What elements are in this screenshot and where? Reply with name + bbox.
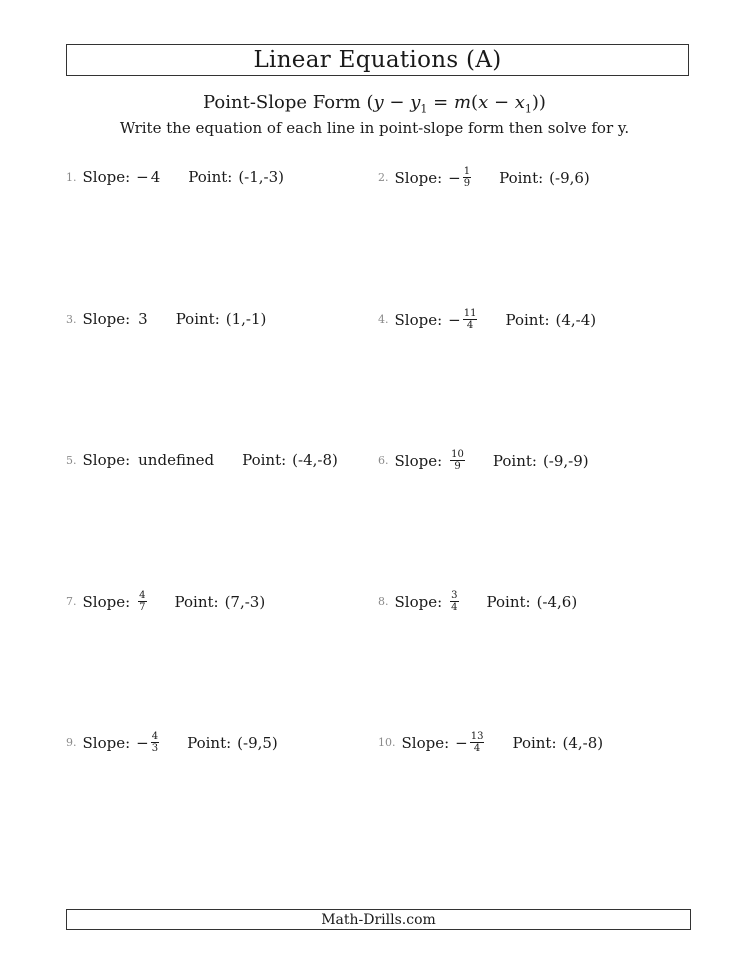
slope-number: undefined	[138, 451, 215, 469]
problem-number: 3.	[66, 312, 77, 326]
fraction-denominator: 9	[463, 178, 471, 189]
problem-6	[378, 449, 589, 472]
fraction-denominator: 4	[473, 743, 481, 754]
problem-3	[66, 310, 266, 328]
point-value: (-9,5)	[237, 733, 278, 752]
slope-fraction	[138, 590, 146, 613]
slope-number: 4	[150, 168, 161, 186]
point-value: (-9,6)	[549, 168, 590, 187]
subtitle	[0, 92, 749, 116]
point-label: Point:	[492, 451, 537, 470]
slope-value	[448, 590, 458, 613]
problem-number: 8.	[378, 595, 389, 608]
slope-fraction	[151, 731, 159, 754]
problem-9	[66, 731, 278, 754]
slope-label: Slope:	[82, 592, 131, 611]
slope-label: Slope:	[82, 168, 131, 186]
slope-fraction	[463, 166, 471, 189]
fraction-numerator: 4	[151, 731, 159, 742]
footer	[66, 909, 691, 930]
slope-value	[136, 590, 146, 613]
problem-number: 5.	[66, 453, 77, 467]
subtitle-text: Point-Slope Form	[203, 92, 361, 113]
slope-value	[448, 308, 477, 331]
point-value: (4,-8)	[562, 733, 604, 752]
problem-1	[66, 168, 284, 186]
slope-sign: −	[136, 733, 149, 752]
problem-10	[378, 731, 603, 754]
fraction-denominator: 7	[139, 602, 146, 613]
problem-2	[378, 166, 590, 189]
problem-7	[66, 590, 265, 613]
point-label: Point:	[512, 733, 557, 752]
point-label: Point:	[242, 451, 287, 469]
slope-value	[136, 168, 160, 186]
point-label: Point:	[486, 592, 531, 611]
slope-label: Slope:	[82, 733, 131, 752]
problem-number: 7.	[66, 595, 77, 608]
problem-number: 9.	[66, 736, 77, 749]
slope-value	[136, 310, 148, 328]
problem-5	[66, 451, 338, 469]
footer-site: Math-Drills.com	[321, 911, 436, 928]
problem-number: 10.	[378, 736, 396, 749]
slope-number: 3	[138, 310, 148, 328]
point-value: (-4,6)	[536, 592, 578, 611]
slope-value	[136, 451, 214, 469]
point-value: (1,-1)	[225, 310, 267, 328]
slope-label: Slope:	[401, 733, 450, 752]
worksheet-title	[66, 44, 689, 76]
point-value: (7,-3)	[224, 592, 266, 611]
point-value: (-1,-3)	[238, 168, 285, 186]
point-value: (4,-4)	[555, 310, 597, 329]
slope-value	[448, 166, 471, 189]
slope-sign: −	[136, 168, 149, 186]
point-slope-formula: $(y - y_1 = m(x - x_1))$	[366, 92, 546, 116]
fraction-numerator: 3	[451, 590, 458, 601]
fraction-denominator: 4	[466, 320, 474, 331]
point-label: Point:	[499, 168, 544, 187]
slope-fraction	[450, 449, 465, 472]
problem-number: 6.	[378, 454, 389, 467]
slope-label: Slope:	[394, 168, 443, 187]
slope-sign: −	[448, 310, 461, 329]
point-label: Point:	[187, 733, 232, 752]
point-label: Point:	[505, 310, 550, 329]
instructions: Write the equation of each line in point-slope form then solve for y.	[119, 119, 630, 137]
fraction-numerator: 10	[451, 449, 464, 460]
slope-sign: −	[448, 168, 461, 187]
slope-sign: −	[455, 733, 468, 752]
fraction-numerator: 1	[463, 166, 471, 177]
slope-value	[136, 731, 159, 754]
point-value: (-4,-8)	[292, 451, 338, 469]
fraction-numerator: 13	[470, 731, 484, 742]
problem-number: 2.	[378, 171, 389, 184]
point-value: (-9,-9)	[542, 451, 589, 470]
fraction-denominator: 4	[451, 602, 458, 613]
slope-fraction	[470, 731, 485, 754]
problem-4	[378, 308, 596, 331]
slope-label: Slope:	[82, 310, 131, 328]
problem-number: 1.	[66, 170, 77, 184]
slope-value	[448, 449, 465, 472]
slope-label: Slope:	[394, 451, 443, 470]
point-label: Point:	[174, 592, 219, 611]
slope-label: Slope:	[394, 310, 443, 329]
slope-label: Slope:	[82, 451, 131, 469]
fraction-denominator: 3	[151, 743, 159, 754]
slope-fraction	[463, 308, 478, 331]
problem-number: 4.	[378, 313, 389, 326]
slope-value	[455, 731, 484, 754]
title-text: Linear Equations (A)	[253, 47, 502, 73]
point-label: Point:	[175, 310, 220, 328]
fraction-numerator: 4	[139, 590, 146, 601]
problem-8	[378, 590, 577, 613]
slope-label: Slope:	[394, 592, 443, 611]
fraction-numerator: 11	[463, 308, 477, 319]
slope-fraction	[450, 590, 458, 613]
fraction-denominator: 9	[454, 461, 461, 472]
point-label: Point:	[188, 168, 233, 186]
